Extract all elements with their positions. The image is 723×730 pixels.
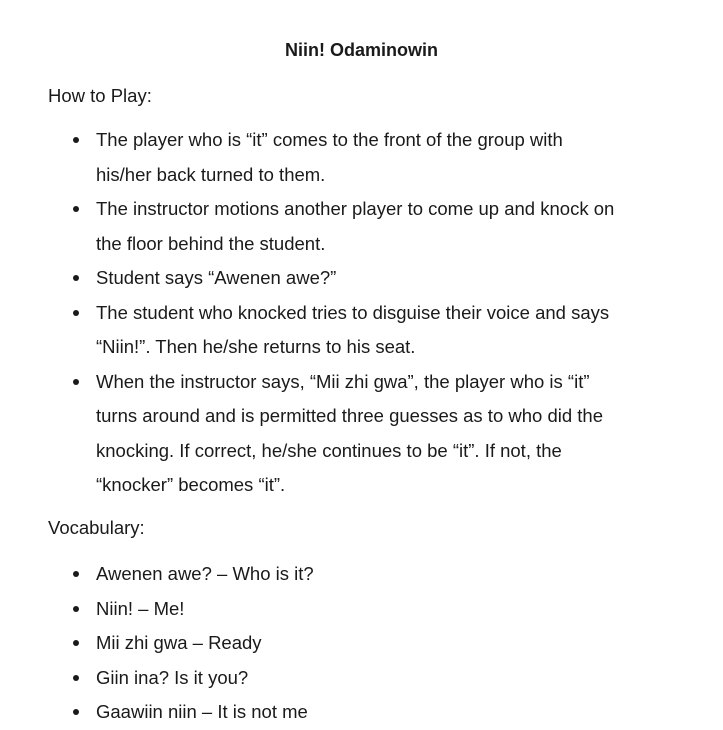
vocabulary-heading: Vocabulary: xyxy=(48,517,145,538)
bullet-icon xyxy=(73,571,79,577)
bullet-icon xyxy=(73,206,79,212)
vocab-text: Mii zhi gwa – Ready xyxy=(96,632,262,653)
rule-text: Student says “Awenen awe?” xyxy=(96,267,337,288)
bullet-icon xyxy=(73,640,79,646)
list-item xyxy=(0,695,723,730)
list-item xyxy=(0,661,723,696)
rule-text: The instructor motions another player to come up and knock on the floor behind the student. xyxy=(96,198,615,254)
list-item xyxy=(0,192,723,261)
list-item xyxy=(0,296,723,365)
vocab-text: Niin! – Me! xyxy=(96,597,185,619)
rule-text: When the instructor says, “Mii zhi gwa”, the player who is “it” turns around and is permitted three guesses as to who did the knocking. If correct, he/she continues to be “it”. If not, the “knocker” becomes “it”. xyxy=(96,370,603,495)
list-item xyxy=(0,557,723,592)
bullet-icon xyxy=(73,310,79,316)
bullet-icon xyxy=(73,675,79,681)
bullet-icon xyxy=(73,606,79,612)
document-title: Niin! Odaminowin xyxy=(285,40,438,60)
rule-text: The student who knocked tries to disguise their voice and says “Niin!”. Then he/she returns to his seat. xyxy=(96,301,610,357)
bullet-icon xyxy=(73,379,79,385)
vocab-text: Gaawiin niin – It is not me xyxy=(96,701,308,722)
list-item xyxy=(0,626,723,661)
vocab-text: Awenen awe? – Who is it? xyxy=(96,563,314,584)
how-to-play-heading: How to Play: xyxy=(48,85,152,106)
list-item xyxy=(0,592,723,627)
bullet-icon xyxy=(73,275,79,281)
list-item xyxy=(0,365,723,503)
list-item xyxy=(0,123,723,192)
bullet-icon xyxy=(73,137,79,143)
how-to-play-list xyxy=(0,123,723,503)
vocabulary-list xyxy=(0,557,723,730)
bullet-icon xyxy=(73,709,79,715)
list-item xyxy=(0,261,723,296)
rule-text: The player who is “it” comes to the front of the group with his/her back turned to them. xyxy=(96,129,563,185)
vocab-text: Giin ina? Is it you? xyxy=(96,666,249,688)
